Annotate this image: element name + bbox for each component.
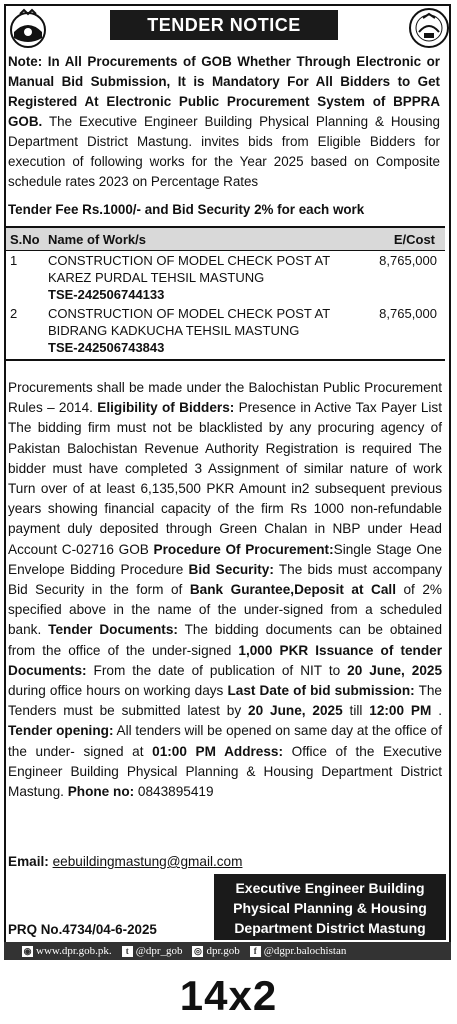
intro-note: Note: In All Procurements of GOB Whether Through Electronic or Manual Bid Submission, It is Mandatory For All Bidders to Get Registered At Electronic Public Procurement System of BPPRA GOB. <box>8 54 440 129</box>
eligibility-heading: Eligibility of Bidders: <box>97 400 235 416</box>
works-table <box>6 226 445 361</box>
signature-line: Physical Planning & Housing <box>233 900 427 916</box>
issuance-heading: 1,000 PKR Issuance of tender Documents: <box>8 642 443 678</box>
body-text: The bids must accompany Bid Security in the form of <box>8 561 442 598</box>
security-form: Bank Gurantee,Deposit at Call <box>189 582 396 598</box>
tse-number: TSE-242506744133 <box>48 287 165 302</box>
intro-paragraph <box>8 52 440 192</box>
instagram-link[interactable] <box>192 945 239 957</box>
header-ecost: E/Cost <box>351 227 445 251</box>
estimated-cost: 8,765,000 <box>351 304 445 360</box>
work-name <box>44 304 351 360</box>
body-text: till <box>342 703 370 719</box>
email-link[interactable]: eebuildingmastung@gmail.com <box>52 854 243 869</box>
table-row <box>6 251 445 305</box>
facebook-link[interactable] <box>250 945 347 957</box>
tender-documents-heading: Tender Documents: <box>48 622 178 638</box>
body-text: Office of the Executive Engineer Building Physical Planning & Housing Department District Mastung. <box>8 743 442 800</box>
instagram-icon: ◎ <box>194 946 202 956</box>
body-text: during office hours on working days <box>8 683 228 699</box>
table-header-row <box>6 227 445 251</box>
department-seal-icon <box>407 6 451 50</box>
body-text: Single Stage One Envelope Bidding Procedure <box>8 541 442 577</box>
footer-bar <box>4 942 451 960</box>
tender-conditions <box>8 378 442 802</box>
email-label: Email: <box>8 854 49 869</box>
table-row <box>6 304 445 360</box>
submission-date: 20 June, 2025 <box>248 703 343 719</box>
prq-number: PRQ No.4734/04-6-2025 <box>8 922 157 937</box>
work-title: CONSTRUCTION OF MODEL CHECK POST AT KAREZ PURDAL TEHSIL MASTUNG <box>48 253 330 285</box>
body-text: All tenders will be opened on same day at the office of the under- signed at <box>8 723 442 759</box>
body-text: The bidding documents can be obtained from the office of the under-signed <box>8 622 443 658</box>
ad-size-label: 14x2 <box>179 972 278 1019</box>
phone-heading: Phone no: <box>67 784 135 800</box>
website-link[interactable] <box>22 945 112 957</box>
row-number: 2 <box>6 304 44 360</box>
twitter-text: @dpr_gob <box>135 945 183 957</box>
header-sno: S.No <box>6 227 44 251</box>
signature-line: Department District Mastung <box>234 920 426 936</box>
twitter-icon: t <box>122 946 133 957</box>
phone-number: 0843895419 <box>134 784 214 800</box>
email-line <box>8 854 242 869</box>
body-text: The Tenders must be submitted latest by <box>8 683 442 719</box>
procedure-heading: Procedure Of Procurement: <box>153 541 334 557</box>
page-title: TENDER NOTICE <box>110 10 338 40</box>
website-text: www.dpr.gob.pk. <box>36 945 112 957</box>
facebook-text: @dgpr.balochistan <box>263 945 347 957</box>
submission-time: 12:00 PM <box>369 703 432 719</box>
work-title: CONSTRUCTION OF MODEL CHECK POST AT BIDRANG KADKUCHA TEHSIL MASTUNG <box>48 306 330 338</box>
signature-block <box>214 874 446 940</box>
government-emblem-icon <box>6 6 50 50</box>
row-number: 1 <box>10 253 18 268</box>
opening-time-address: 01:00 PM Address: <box>152 743 283 759</box>
facebook-icon: f <box>250 946 261 957</box>
signature-line: Executive Engineer Building <box>235 880 425 896</box>
body-text: Procurements shall be made under the Balochistan Public Procurement Rules – 2014. <box>8 380 442 416</box>
last-date-heading: Last Date of bid submission: <box>227 683 415 699</box>
tender-fee-line: Tender Fee Rs.1000/- and Bid Security 2% for each work <box>8 202 365 217</box>
issue-date: 20 June, 2025 <box>347 662 443 678</box>
twitter-link[interactable] <box>122 945 183 957</box>
body-text: of 2% specified above in the name of the under-signed from a scheduled bank. <box>8 582 442 638</box>
header-name-of-work: Name of Work/s <box>44 227 351 251</box>
globe-icon: ◉ <box>23 946 32 956</box>
body-text: From the date of publication of NIT to <box>86 662 348 678</box>
bid-security-heading: Bid Security: <box>188 561 274 577</box>
estimated-cost: 8,765,000 <box>379 253 437 268</box>
instagram-text: dpr.gob <box>206 945 240 957</box>
tender-opening-heading: Tender opening: <box>8 723 114 739</box>
body-text: Presence in Active Tax Payer List The bidding firm must not be blacklisted by any procuring agency of Pakistan Balochistan Revenue Authority Registration is required The bidder must have completed 3 Assignment of similar nature of work Turn over of at least 6,135,500 PKR Amount in2 subsequent previous years showing financial capacity of the firm Rs 1000 non-refundable payment duly deposited through Green Chalan in NBP under Head Account C-02716 GOB <box>8 400 442 557</box>
tse-number: TSE-242506743843 <box>48 340 165 355</box>
body-text: . <box>431 703 442 719</box>
work-name <box>44 251 351 305</box>
intro-text: The Executive Engineer Building Physical Planning & Housing Department District Mastung. invites bids from Eligible Bidders for execution of following works for the Year 2025 based on Composite schedule rates 2023 on Percentage Rates <box>8 114 440 189</box>
